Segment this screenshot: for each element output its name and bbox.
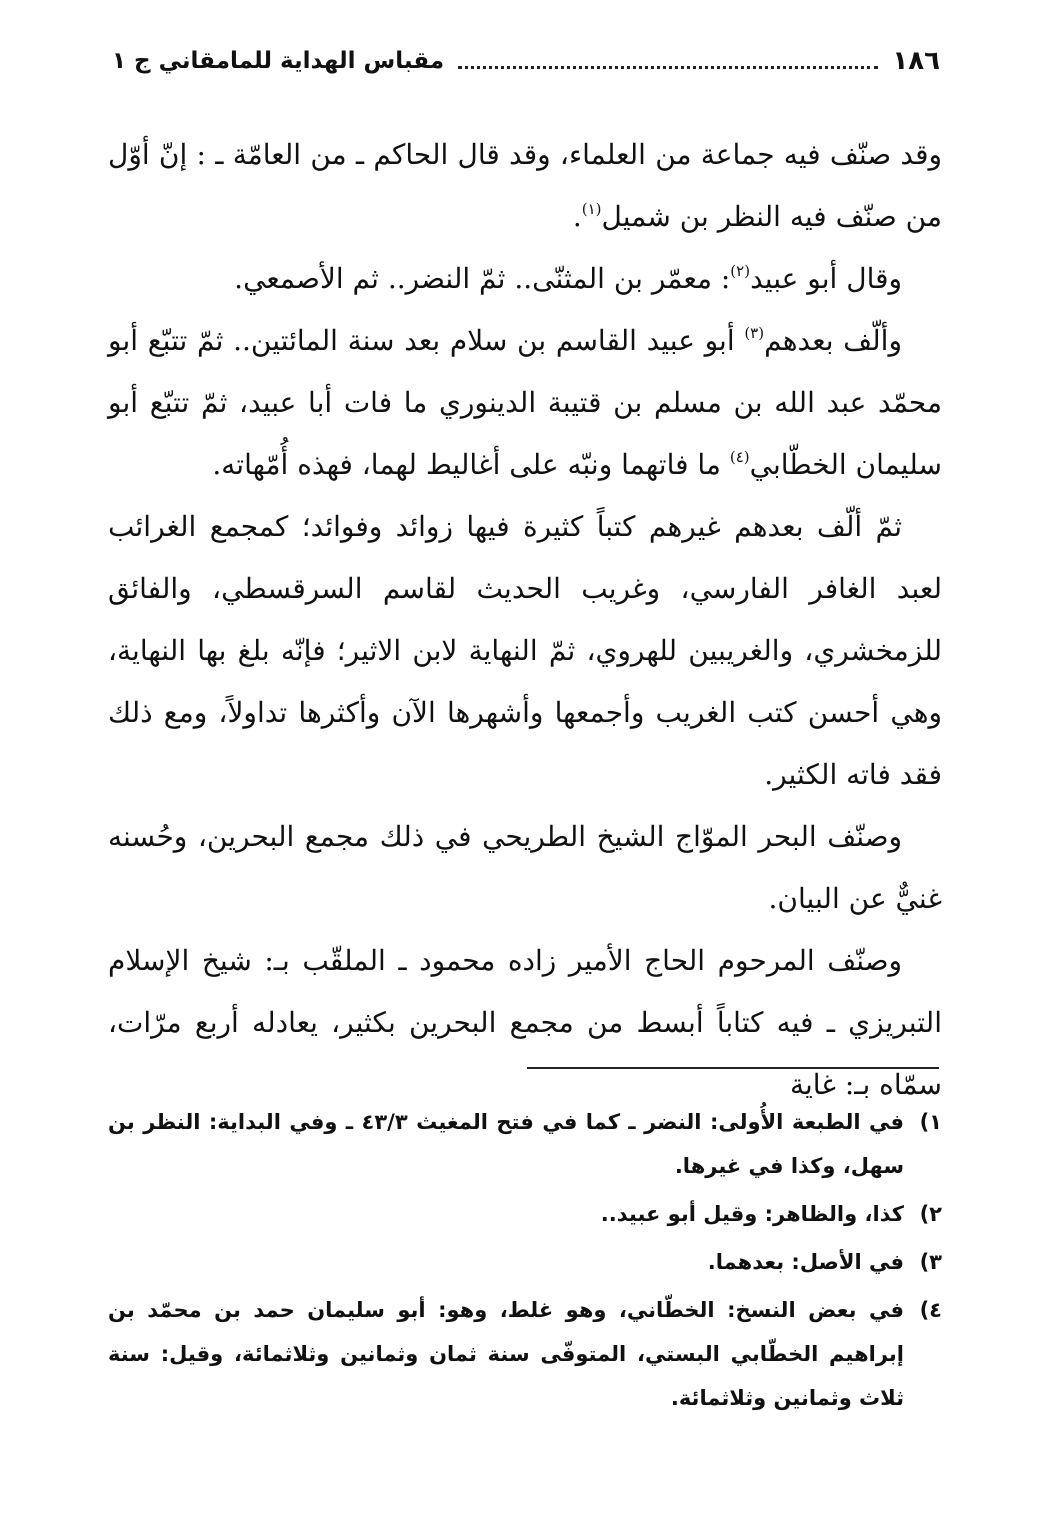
footnote-text: في بعض النسخ: الخطّاني، وهو غلط، وهو: أبو سليمان حمد بن محمّد بن إبراهيم الخطّابي البستي، المتوفّى سنة ثمان وثمانين وثلاثمائة، وقيل: سنة ثلاث وثمانين وثلاثمائة. (108, 1298, 904, 1410)
footnote-item (108, 1240, 942, 1284)
footnote-marker[interactable]: (٤) (729, 448, 750, 466)
running-header (112, 36, 940, 86)
paragraph: ثمّ ألّف بعدهم غيرهم كتباً كثيرة فيها زوائد وفوائد؛ كمجمع الغرائب لعبد الغافر الفارسي، وغريب الحديث لقاسم السرقسطي، والفائق للزمخشري، والغريبين للهروي، ثمّ النهاية لابن الاثير؛ فإنّه بلغ بها النهاية، وهي أحسن كتب الغريب وأجمعها وأشهرها الآن وأكثرها تداولاً، ومع ذلك فقد فاته الكثير. (108, 510, 942, 791)
paragraph: وصنّف البحر الموّاج الشيخ الطريحي في ذلك مجمع البحرين، وحُسنه غنيٌّ عن البيان. (108, 820, 942, 915)
footnote-number: ١) (919, 1110, 942, 1134)
footnote-item (108, 1100, 942, 1188)
footnote-text: في الأصل: بعدهما. (707, 1250, 904, 1274)
footnote-separator (527, 1067, 939, 1069)
paragraph: وألّف بعدهم$^{(٣)}$ أبو عبيد القاسم بن سلام بعد سنة المائتين.. ثمّ تتبّع أبو محمّد عبد الله بن مسلم بن قتيبة الدينوري ما فات أبا عبيد، ثمّ تتبّع أبو سليمان الخطّابي$^{(٤)}$ ما فاتهما ونبّه على أغاليط لهما، فهذه أُمّهاته. (108, 324, 942, 481)
footnote-text: كذا، والظاهر: وقيل أبو عبيد.. (600, 1202, 904, 1226)
footnote-number: ٤) (919, 1298, 942, 1322)
footnote-item (108, 1288, 942, 1420)
footnote-item (108, 1192, 942, 1236)
paragraph: وصنّف المرحوم الحاج الأمير زاده محمود ـ الملقّب بـ: شيخ الإسلام التبريزي ـ فيه كتاباً أبسط من مجمع البحرين بكثير، يعادله أربع مرّات، سمّاه بـ: غاية (108, 944, 942, 1101)
paragraph: وقد صنّف فيه جماعة من العلماء، وقد قال الحاكم ـ من العامّة ـ : إنّ أوّل من صنّف فيه النظر بن شميل$^{(١)}$. (108, 138, 942, 233)
footnotes (108, 1100, 942, 1424)
footnote-marker[interactable]: (٣) (744, 324, 765, 342)
footnote-number: ٣) (919, 1250, 942, 1274)
header-dot-leader (458, 66, 878, 69)
book-title: مقباس الهداية للمامقاني ج ١ (112, 48, 445, 74)
paragraph: وقال أبو عبيد$^{(٢)}$: معمّر بن المثنّى.. ثمّ النضر.. ثم الأصمعي. (234, 262, 902, 295)
footnote-number: ٢) (919, 1202, 942, 1226)
footnote-text: في الطبعة الأُولى: النضر ـ كما في فتح المغيث ٤٣/٣ ـ وفي البداية: النظر بن سهل، وكذا في غيرها. (108, 1110, 905, 1178)
footnote-marker[interactable]: (٢) (730, 262, 751, 280)
footnote-marker[interactable]: (١) (581, 200, 602, 218)
main-text (108, 124, 942, 1116)
page-number: ١٨٦ (892, 46, 940, 76)
